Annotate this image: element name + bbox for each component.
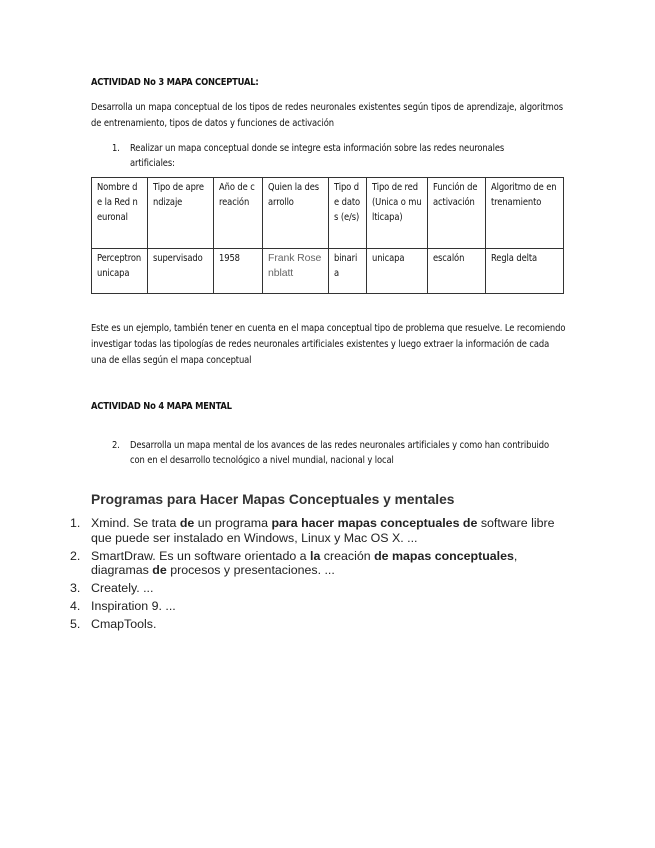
list-number: 2. bbox=[70, 548, 81, 563]
cell-name: Perceptron unicapa bbox=[92, 249, 148, 294]
cell-learning: supervisado bbox=[148, 249, 214, 294]
text-run: Creately. ... bbox=[91, 581, 154, 595]
header-cell-year: Año de creación bbox=[214, 178, 263, 249]
text-run: , diagramas bbox=[91, 548, 518, 577]
list-item bbox=[70, 599, 570, 614]
activity3-description: Desarrolla un mapa conceptual de los tipos de redes neuronales existentes según tipos de aprendizaje, algoritmos de entrenamiento, tipos de datos y funciones de activación bbox=[91, 102, 563, 129]
bold-run: la bbox=[310, 548, 321, 563]
bold-run: de bbox=[179, 516, 195, 530]
header-cell-learning: Tipo de aprendizaje bbox=[148, 178, 214, 249]
text-run: un programa bbox=[194, 516, 272, 530]
list-number: 4. bbox=[70, 599, 81, 613]
cell-developer: Frank Rosenblatt bbox=[263, 249, 329, 294]
activity4-heading: ACTIVIDAD No 4 MAPA MENTAL bbox=[91, 401, 232, 412]
activity3-heading: ACTIVIDAD No 3 MAPA CONCEPTUAL: bbox=[91, 77, 259, 88]
neural-network-table bbox=[91, 177, 564, 294]
list-number: 5. bbox=[70, 617, 81, 631]
text-run: CmapTools. bbox=[91, 617, 157, 631]
list-number: 3. bbox=[70, 581, 81, 595]
cell-net-type: unicapa bbox=[367, 249, 428, 294]
header-cell-activation: Función de activación bbox=[428, 178, 486, 249]
text-run: procesos y presentaciones. ... bbox=[166, 563, 335, 577]
header-cell-data-type: Tipo de datos (e/s) bbox=[329, 178, 367, 249]
activity3-note: Este es un ejemplo, también tener en cuenta en el mapa conceptual tipo de problema que resuelve. Le recomiendo investigar todas las tipologías de redes neuronales artificiales existentes y luego extraer la información de cada una de ellas según el mapa conceptual bbox=[91, 323, 566, 366]
cell-activation: escalón bbox=[428, 249, 486, 294]
text-run: creación bbox=[320, 548, 375, 563]
header-cell-algorithm: Algoritmo de entrenamiento bbox=[486, 178, 564, 249]
header-cell-developer: Quien la desarrollo bbox=[263, 178, 329, 249]
list-item bbox=[70, 617, 570, 632]
cell-algorithm: Regla delta bbox=[486, 249, 564, 294]
text-run: Inspiration 9. ... bbox=[91, 599, 176, 613]
cell-data-type: binaria bbox=[329, 249, 367, 294]
programs-title: Programas para Hacer Mapas Conceptuales y mentales bbox=[91, 492, 455, 507]
text-run: Xmind. Se trata bbox=[91, 516, 180, 530]
item-number: 1. bbox=[112, 143, 120, 154]
item-text: Desarrolla un mapa mental de los avances de las redes neuronales artificiales y como han contribuido con en el desarrollo tecnológico a nivel mundial, nacional y local bbox=[130, 440, 550, 466]
cell-year: 1958 bbox=[214, 249, 263, 294]
text-run: software libre que puede ser instalado en Windows, Linux y Mac OS X. ... bbox=[91, 516, 555, 545]
programs-list bbox=[70, 516, 570, 635]
header-cell-net-type: Tipo de red (Unica o multicapa) bbox=[367, 178, 428, 249]
list-item bbox=[70, 581, 570, 596]
table-header-row bbox=[92, 178, 564, 249]
bold-run: de mapas conceptuales bbox=[374, 548, 514, 563]
list-item bbox=[70, 516, 570, 545]
table-row bbox=[92, 249, 564, 294]
item-text: Realizar un mapa conceptual donde se integre esta información sobre las redes neuronales artificiales: bbox=[130, 143, 505, 169]
list-number: 1. bbox=[70, 516, 81, 530]
bold-run: para hacer mapas conceptuales de bbox=[271, 516, 478, 530]
bold-run: de bbox=[152, 563, 167, 577]
header-cell-name: Nombre de la Red neuronal bbox=[92, 178, 148, 249]
text-run: SmartDraw. Es un software orientado a bbox=[91, 548, 311, 563]
item-number: 2. bbox=[112, 440, 120, 451]
list-item bbox=[70, 549, 570, 578]
